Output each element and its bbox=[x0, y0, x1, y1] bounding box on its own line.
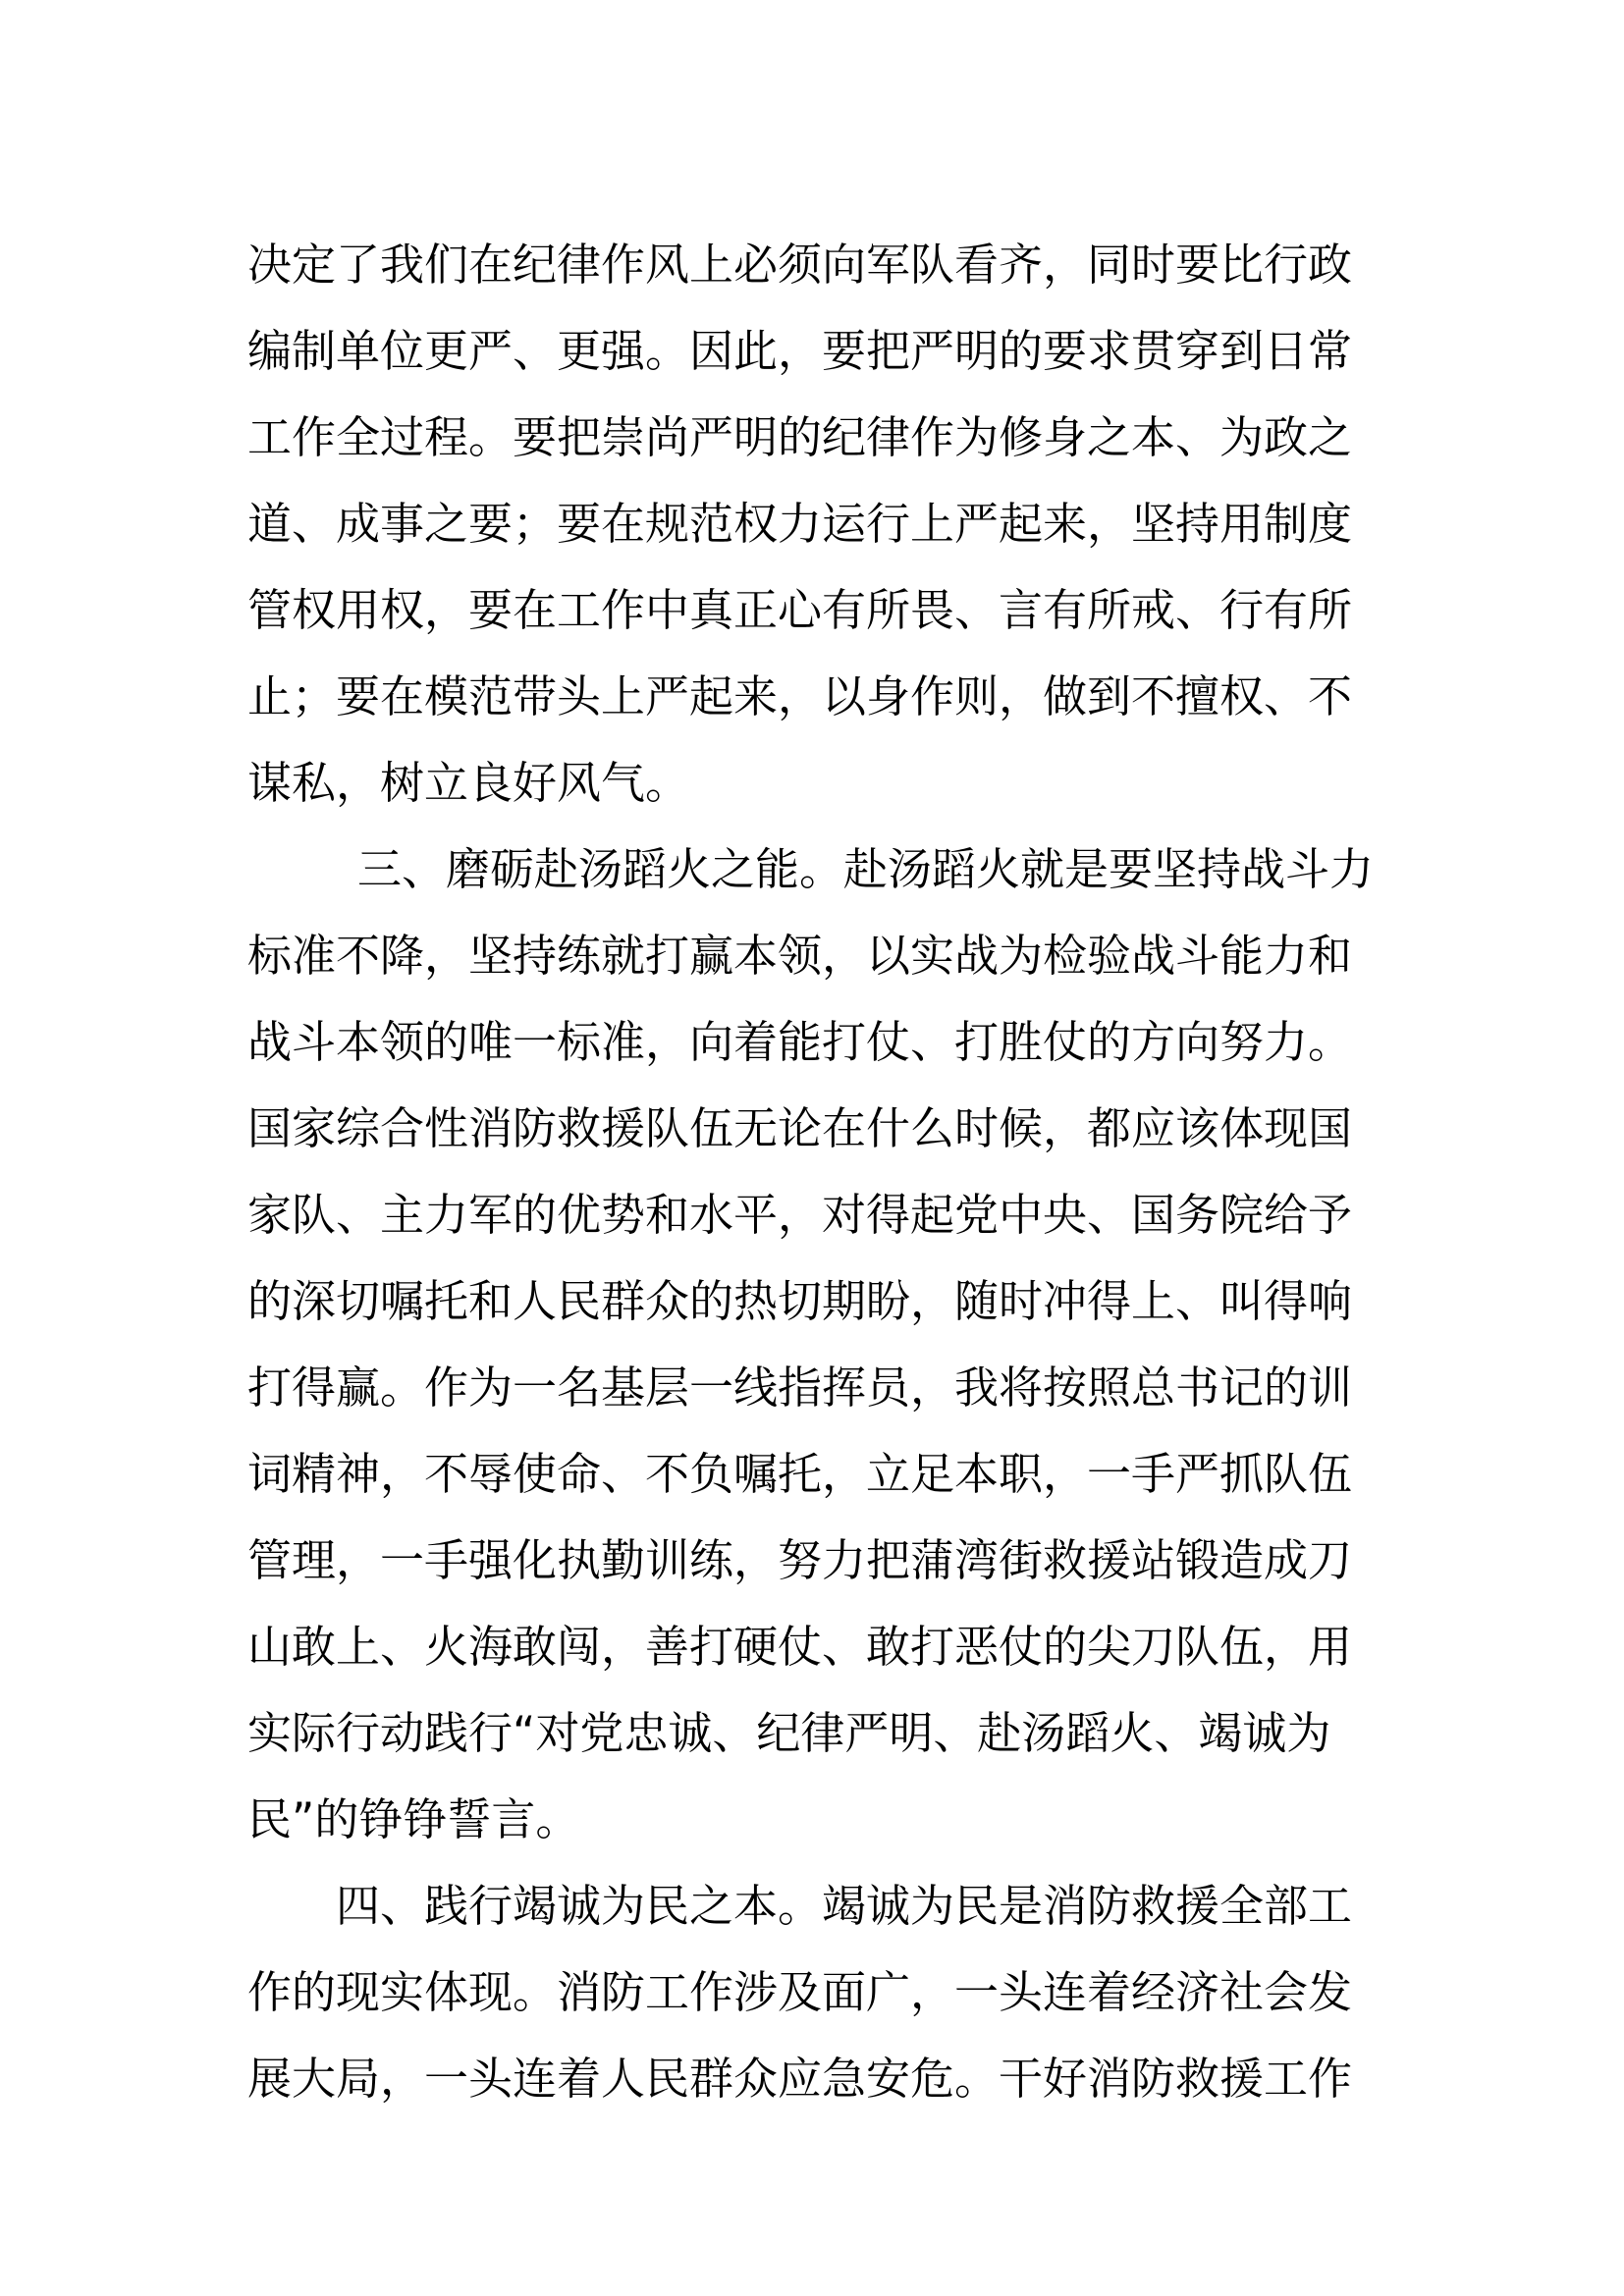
text-line: 管权用权，要在工作中真正心有所畏、言有所戒、行有所 bbox=[247, 584, 1353, 636]
text-line: 战斗本领的唯一标准，向着能打仗、打胜仗的方向努力。 bbox=[247, 1016, 1353, 1068]
text-line: 家队、主力军的优势和水平，对得起党中央、国务院给予 bbox=[247, 1189, 1353, 1241]
text-line: 民”的铮铮誓言。 bbox=[247, 1793, 580, 1845]
text-line: 止；要在模范带头上严起来，以身作则，做到不擅权、不 bbox=[247, 670, 1353, 722]
text-line: 道、成事之要；要在规范权力运行上严起来，坚持用制度 bbox=[247, 498, 1353, 550]
text-line: 国家综合性消防救援队伍无论在什么时候，都应该体现国 bbox=[247, 1102, 1353, 1154]
text-line: 打得赢。作为一名基层一线指挥员，我将按照总书记的训 bbox=[247, 1362, 1353, 1414]
text-line: 谋私，树立良好风气。 bbox=[247, 757, 690, 809]
body-text bbox=[247, 222, 1396, 2122]
text-line: 词精神，不辱使命、不负嘱托，立足本职，一手严抓队伍 bbox=[247, 1448, 1353, 1500]
section-heading-line: 三、磨砺赴汤蹈火之能。赴汤蹈火就是要坚持战斗力 bbox=[357, 843, 1375, 895]
text-line: 工作全过程。要把崇尚严明的纪律作为修身之本、为政之 bbox=[247, 411, 1353, 463]
text-line: 实际行动践行“对党忠诚、纪律严明、赴汤蹈火、竭诚为 bbox=[247, 1707, 1331, 1759]
section-heading-line: 四、践行竭诚为民之本。竭诚为民是消防救援全部工 bbox=[336, 1880, 1353, 1932]
text-line: 山敢上、火海敢闯，善打硬仗、敢打恶仗的尖刀队伍，用 bbox=[247, 1621, 1353, 1673]
text-line: 管理，一手强化执勤训练，努力把蒲湾街救援站锻造成刀 bbox=[247, 1534, 1353, 1586]
text-line: 展大局，一头连着人民群众应急安危。干好消防救援工作 bbox=[247, 2053, 1353, 2105]
text-line: 作的现实体现。消防工作涉及面广，一头连着经济社会发 bbox=[247, 1966, 1353, 2018]
text-line: 标准不降，坚持练就打赢本领，以实战为检验战斗能力和 bbox=[247, 930, 1353, 982]
text-line: 编制单位更严、更强。因此，要把严明的要求贯穿到日常 bbox=[247, 325, 1353, 377]
text-line: 决定了我们在纪律作风上必须向军队看齐，同时要比行政 bbox=[247, 239, 1353, 291]
text-line: 的深切嘱托和人民群众的热切期盼，随时冲得上、叫得响 bbox=[247, 1275, 1353, 1327]
